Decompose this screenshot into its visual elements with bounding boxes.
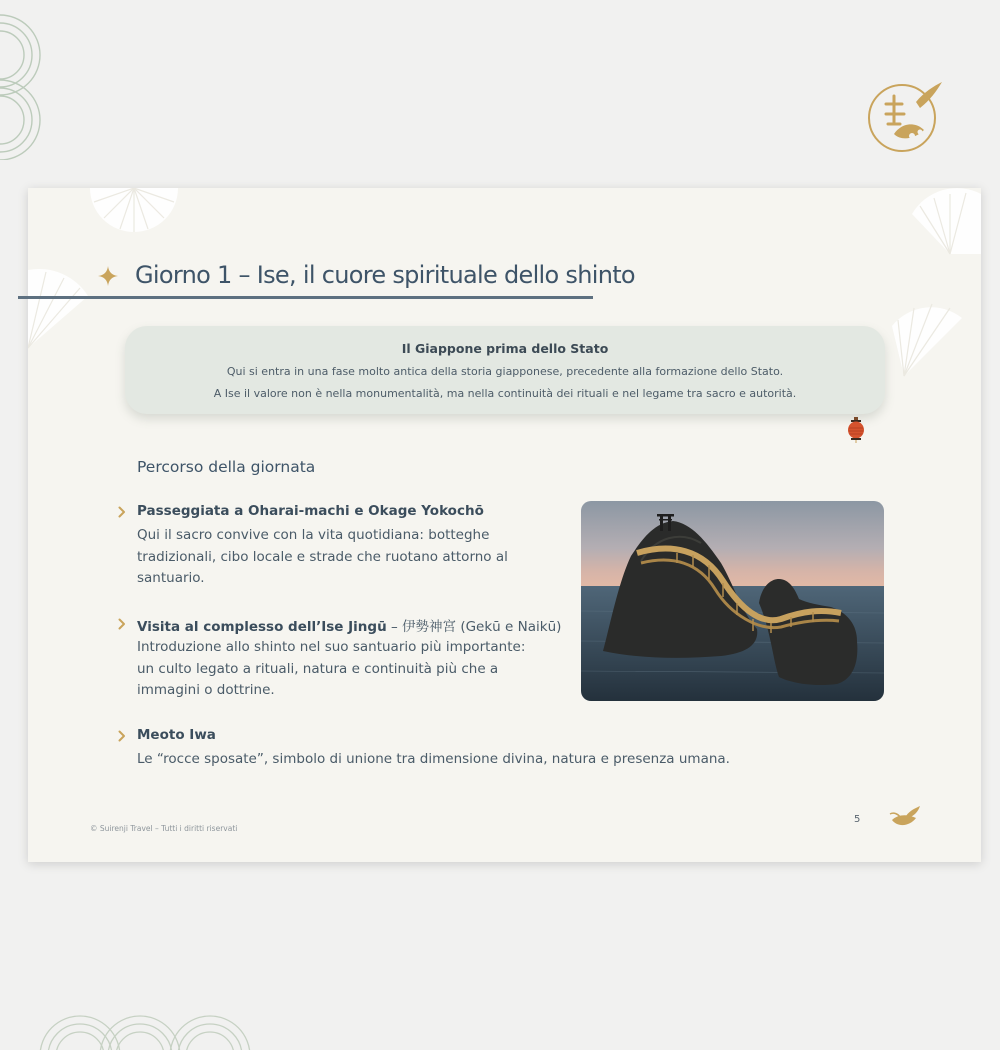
section-heading: Percorso della giornata xyxy=(137,458,316,476)
description-line: santuario. xyxy=(137,570,205,586)
meoto-iwa-photo xyxy=(581,501,884,701)
chevron-right-icon xyxy=(118,618,126,630)
footer-copyright: © Suirenji Travel – Tutti i diritti riservati xyxy=(90,824,238,833)
chevron-right-icon xyxy=(118,730,126,742)
itinerary-item-description xyxy=(137,525,557,590)
folding-fan-decoration xyxy=(28,266,92,352)
itinerary-item-title xyxy=(137,727,216,743)
lantern-icon xyxy=(847,417,865,443)
slide-card xyxy=(28,188,981,862)
description-line: Qui il sacro convive con la vita quotidiana: botteghe xyxy=(137,527,490,543)
description-line: Introduzione allo shinto nel suo santuario più importante: xyxy=(137,639,526,655)
description-line: immagini o dottrine. xyxy=(137,682,275,698)
itinerary-item-title xyxy=(137,615,561,635)
itinerary-item-title xyxy=(137,503,484,519)
lotus-logo-icon xyxy=(864,74,946,156)
folding-fan-decoration xyxy=(884,296,966,380)
seigaiha-wave-decoration xyxy=(30,1010,270,1050)
callout-text-line: Qui si entra in una fase molto antica della storia giapponese, precedente alla formazione dello Stato. xyxy=(226,365,784,378)
itinerary-item-title-text: Meoto Iwa xyxy=(137,727,216,743)
itinerary-item-title-text: Passeggiata a Oharai-machi e Okage Yokochō xyxy=(137,503,484,519)
description-line: un culto legato a rituali, natura e continuità più che a xyxy=(137,660,499,677)
description-line: Le “rocce sposate”, simbolo di unione tra dimensione divina, natura e presenza umana. xyxy=(137,751,730,767)
itinerary-item-title-extra: – 伊勢神宮 (Gekū e Naikū) xyxy=(386,619,562,635)
callout-text-line: A Ise il valore non è nella monumentalità, ma nella continuità dei rituali e nel legame tra sacro e autorità. xyxy=(213,387,797,400)
callout-box xyxy=(125,326,885,414)
callout-title: Il Giappone prima dello Stato xyxy=(401,341,609,356)
chevron-right-icon xyxy=(118,506,126,518)
folding-fan-decoration xyxy=(906,188,981,260)
page-number: 5 xyxy=(854,814,861,825)
seigaiha-wave-decoration xyxy=(0,10,50,160)
slide-title: Giorno 1 – Ise, il cuore spirituale dello shinto xyxy=(135,261,635,289)
folding-fan-decoration xyxy=(84,188,184,240)
itinerary-item-description xyxy=(137,637,557,702)
lotus-logo-icon xyxy=(888,806,922,828)
itinerary-item-description xyxy=(137,749,917,771)
sparkle-star-icon xyxy=(98,266,118,286)
title-underline xyxy=(18,296,593,299)
description-line: tradizionali, cibo locale e strade che ruotano attorno al xyxy=(137,548,508,565)
itinerary-item-title-text: Visita al complesso dell’Ise Jingū xyxy=(137,619,387,635)
